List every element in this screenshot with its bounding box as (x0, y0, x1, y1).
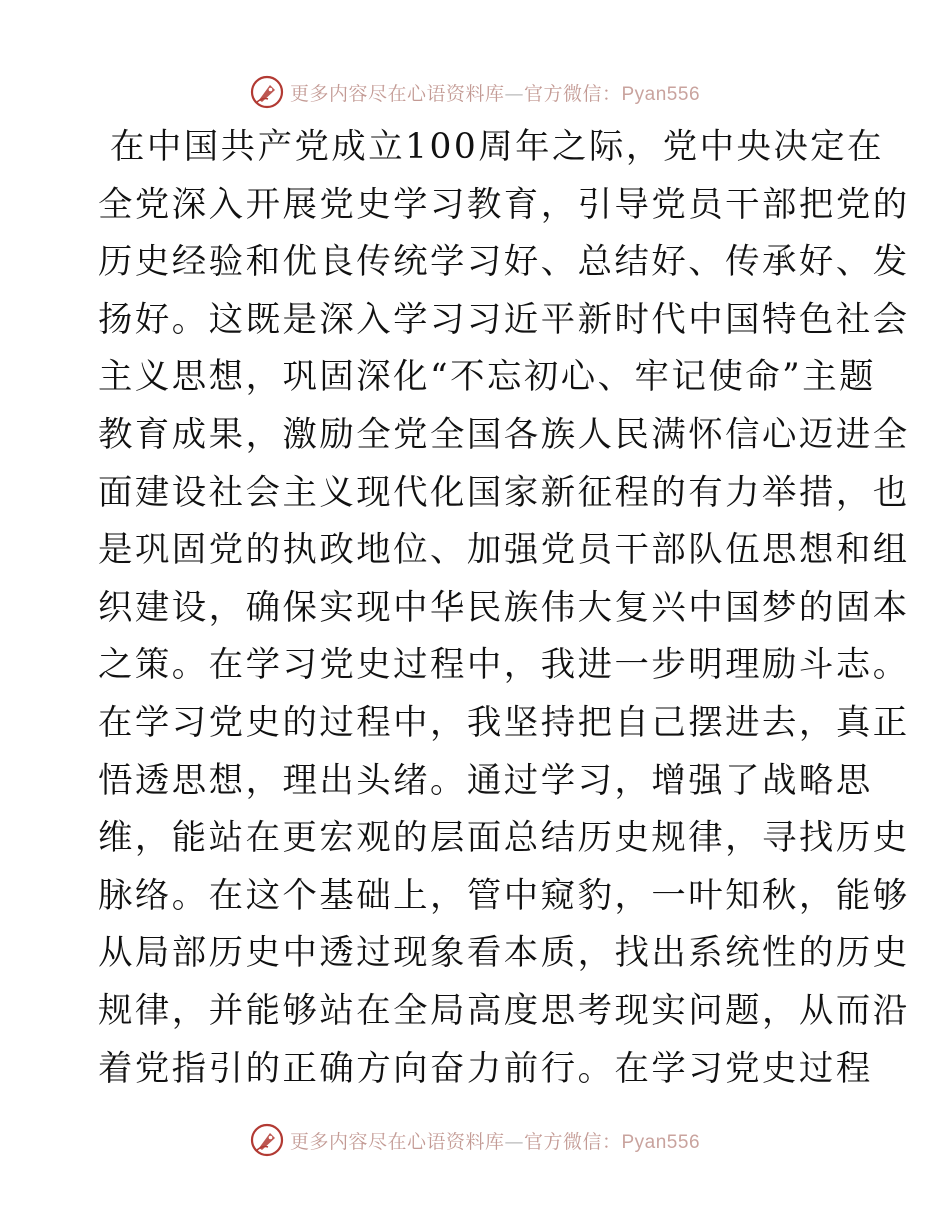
footer-brand: 更多内容尽在心语资料库 (289, 1130, 505, 1153)
body-line-16: 规律，并能够站在全局高度思考现实问题，从而沿 (98, 990, 910, 1031)
footer-watermark-text (290, 1127, 700, 1154)
pen-nib-seal-icon (250, 75, 284, 109)
body-line-2: 全党深入开展党史学习教育，引导党员干部把党的 (98, 184, 910, 225)
body-line-14: 脉络。在这个基础上，管中窥豹，一叶知秋，能够 (98, 875, 910, 916)
pen-nib-seal-icon (250, 1123, 284, 1157)
body-line-8: 是巩固党的执政地位、加强党员干部队伍思想和组 (98, 530, 910, 571)
footer-watermark (0, 1120, 950, 1160)
header-watermark-text (290, 79, 700, 106)
header-watermark (0, 72, 950, 112)
body-line-11: 在学习党史的过程中，我坚持把自己摆进去，真正 (98, 702, 910, 743)
footer-dash: — (504, 1130, 524, 1153)
header-wechat-label: 官方微信： (523, 82, 622, 105)
body-line-7: 面建设社会主义现代化国家新征程的有力举措，也 (98, 472, 910, 513)
body-line-5: 主义思想，巩固深化“不忘初心、牢记使命”主题 (98, 357, 876, 398)
header-wechat-id: Pyan556 (621, 83, 701, 105)
footer-wechat-id: Pyan556 (621, 1131, 701, 1153)
body-line-1: 在中国共产党成立100周年之际，党中央决定在 (110, 127, 885, 167)
header-brand: 更多内容尽在心语资料库 (289, 82, 505, 105)
body-line-10: 之策。在学习党史过程中，我进一步明理励斗志。 (98, 645, 910, 686)
body-line-12: 悟透思想，理出头绪。通过学习，增强了战略思 (98, 760, 873, 801)
header-dash: — (504, 82, 524, 105)
body-line-3: 历史经验和优良传统学习好、总结好、传承好、发 (98, 242, 910, 283)
header-watermark-inner (250, 75, 700, 109)
body-line-17: 着党指引的正确方向奋力前行。在学习党史过程 (98, 1048, 873, 1089)
footer-wechat-label: 官方微信： (523, 1130, 622, 1153)
body-line-9: 织建设，确保实现中华民族伟大复兴中国梦的固本 (98, 587, 910, 628)
document-body (98, 125, 910, 1104)
body-line-6: 教育成果，激励全党全国各族人民满怀信心迈进全 (98, 414, 910, 455)
body-line-13: 维，能站在更宏观的层面总结历史规律，寻找历史 (98, 818, 910, 859)
body-line-4: 扬好。这既是深入学习习近平新时代中国特色社会 (98, 299, 910, 340)
body-line-15: 从局部历史中透过现象看本质，找出系统性的历史 (98, 933, 910, 974)
footer-watermark-inner (250, 1123, 700, 1157)
